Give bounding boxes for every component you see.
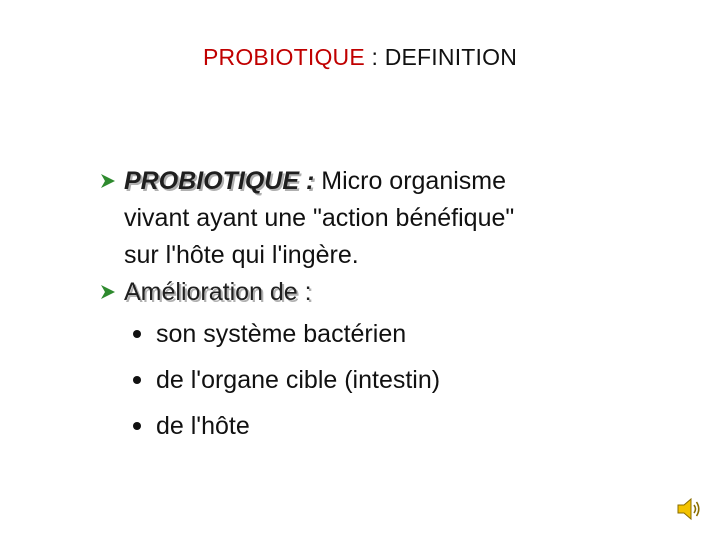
sub-bullet-item <box>100 357 640 403</box>
slide-body <box>100 163 640 449</box>
speaker-icon[interactable] <box>676 496 702 522</box>
dot-bullet-icon <box>133 330 141 338</box>
definition-text-line1: Micro organisme <box>314 167 507 195</box>
sub-bullet-text: son système bactérien <box>156 320 407 348</box>
definition-text-line3: sur l'hôte qui l'ingère. <box>124 241 359 269</box>
dot-bullet-icon <box>133 422 141 430</box>
slide-title <box>0 44 720 71</box>
slide-title-rest: : DEFINITION <box>364 44 518 70</box>
sub-bullet-item <box>100 311 640 357</box>
definition-term: PROBIOTIQUE : <box>124 167 315 195</box>
arrow-bullet-icon <box>100 284 116 300</box>
sub-bullet-text: de l'hôte <box>156 412 250 440</box>
definition-text-line2: vivant ayant une "action bénéfique" <box>124 204 515 232</box>
arrow-bullet-icon <box>100 173 116 189</box>
sub-bullet-item <box>100 403 640 449</box>
sub-bullet-text: de l'organe cible (intestin) <box>156 366 441 394</box>
improvement-heading: Amélioration de : <box>124 278 312 306</box>
slide-title-highlight: PROBIOTIQUE <box>202 44 365 70</box>
dot-bullet-icon <box>133 376 141 384</box>
bullet-improvement <box>100 274 640 311</box>
bullet-definition <box>100 163 640 274</box>
